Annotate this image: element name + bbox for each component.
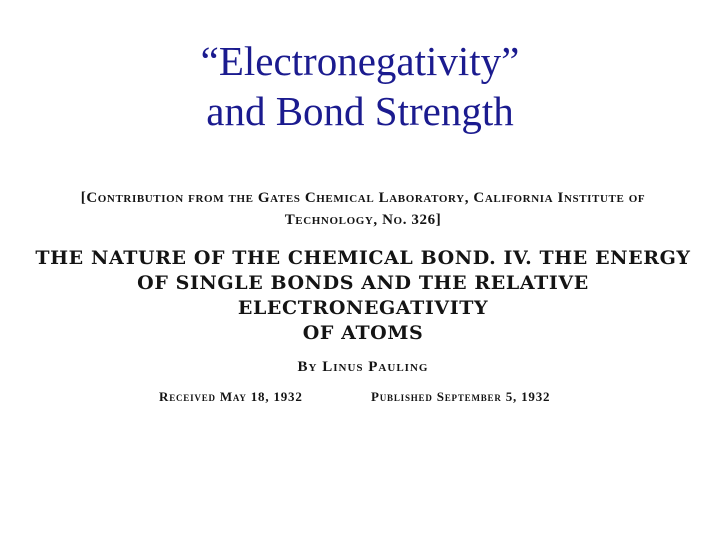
slide-title-line-2: and Bond Strength — [206, 88, 514, 134]
contribution-line-1: [Contribution from the Gates Chemical Laboratory, California Institute of — [80, 190, 646, 206]
publication-dates — [30, 389, 696, 409]
contribution-line-2: Technology, No. 326] — [284, 212, 442, 228]
contribution-note — [30, 187, 696, 231]
slide-title-line-1: “Electronegativity” — [200, 38, 520, 84]
published-date: Published September 5, 1932 — [371, 389, 551, 404]
article-title-line-2: OF SINGLE BONDS AND THE RELATIVE ELECTRONEGATIVITY — [137, 272, 589, 319]
received-date: Received May 18, 1932 — [159, 389, 303, 404]
article-title-line-1: THE NATURE OF THE CHEMICAL BOND. IV. THE ENERGY — [35, 247, 691, 269]
article-title-line-3: OF ATOMS — [302, 322, 424, 344]
article-title — [30, 246, 696, 346]
author-byline: By Linus Pauling — [297, 359, 429, 375]
paper-header-scan — [30, 187, 696, 409]
slide-title — [0, 36, 720, 136]
